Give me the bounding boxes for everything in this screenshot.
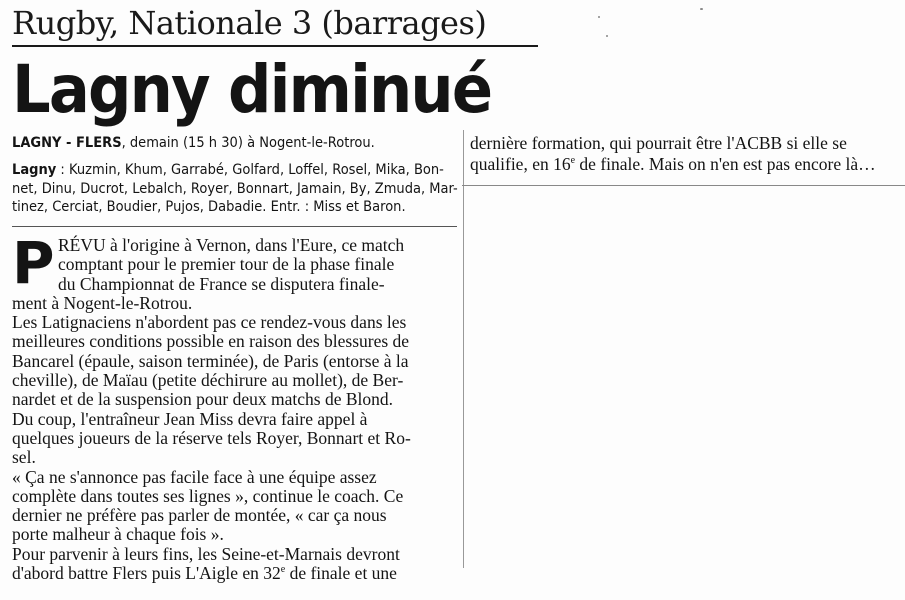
scan-speck: [700, 8, 703, 10]
body-line: Pour parvenir à leurs fins, les Seine-et-Marnais devront: [12, 543, 400, 564]
roster-line: [12, 161, 457, 180]
body-line: porte malheur à chaque fois ».: [12, 524, 224, 545]
match-info: [12, 134, 457, 217]
match-line: [12, 134, 457, 153]
drop-cap: P: [12, 229, 55, 297]
match-teams: LAGNY - FLERS: [12, 135, 122, 151]
continuation-text: qualifie, en 16: [470, 154, 571, 174]
continuation-text: de finale. Mais on n'en est pas encore là…: [575, 154, 876, 174]
continuation-line: dernière formation, qui pourrait être l'ACBB si elle se: [470, 133, 847, 153]
roster-team: Lagny: [12, 162, 57, 178]
section-kicker: Rugby, Nationale 3 (barrages): [12, 4, 487, 42]
body-line: ment à Nogent-le-Rotrou.: [12, 292, 193, 313]
ordinal-suffix: e: [570, 155, 576, 167]
match-details: , demain (15 h 30) à Nogent-le-Rotrou.: [121, 135, 375, 151]
body-line: complète dans toutes ses lignes », continue le coach. Ce: [12, 485, 404, 506]
body-line: Bancarel (épaule, saison terminée), de Paris (entorse à la: [12, 350, 409, 371]
body-line-last: [12, 564, 457, 583]
body-text: d'abord battre Flers puis L'Aigle en 32: [12, 563, 281, 584]
body-line: du Championnat de France se disputera finale-: [58, 273, 385, 294]
body-line: comptant pour le premier tour de la phase finale: [58, 254, 395, 275]
ordinal-suffix: e: [280, 564, 286, 576]
roster-line: tinez, Cerciat, Boudier, Pujos, Dabadie. Entr. : Miss et Baron.: [12, 199, 406, 215]
body-line: nardet et de la suspension pour deux matchs de Blond.: [12, 389, 394, 410]
column-rule: [12, 226, 457, 227]
continuation-line: [470, 154, 895, 175]
article-body: [12, 229, 457, 584]
column-divider: [463, 130, 464, 568]
headline: Lagny diminué: [12, 51, 492, 128]
continuation-rule: [462, 185, 905, 186]
roster-line: net, Dinu, Ducrot, Lebalch, Royer, Bonnart, Jamain, By, Zmuda, Mar-: [12, 180, 458, 197]
team-roster: [12, 161, 457, 217]
body-line: meilleures conditions possible en raison des blessures de: [12, 331, 410, 352]
roster-text: : Kuzmin, Khum, Garrabé, Golfard, Loffel, Rosel, Mika, Bon-: [56, 162, 444, 178]
body-line: Du coup, l'entraîneur Jean Miss devra faire appel à: [12, 408, 368, 429]
body-text: de finale et une: [285, 563, 397, 584]
body-line: dernier ne préfère pas parler de montée, « car ça nous: [12, 505, 387, 526]
body-line: « Ça ne s'annonce pas facile face à une équipe assez: [12, 466, 377, 487]
body-line: cheville), de Maïau (petite déchirure au mollet), de Ber-: [12, 370, 404, 391]
scan-speck: [606, 35, 608, 37]
body-line: sel.: [12, 447, 36, 468]
body-line: quelques joueurs de la réserve tels Royer, Bonnart et Ro-: [12, 427, 411, 448]
kicker-underline: [12, 45, 538, 47]
body-line: Les Latignaciens n'abordent pas ce rendez-vous dans les: [12, 312, 407, 333]
scan-speck: [598, 16, 600, 18]
body-line: RÉVU à l'origine à Vernon, dans l'Eure, ce match: [58, 235, 405, 255]
article-continuation: [470, 133, 895, 175]
